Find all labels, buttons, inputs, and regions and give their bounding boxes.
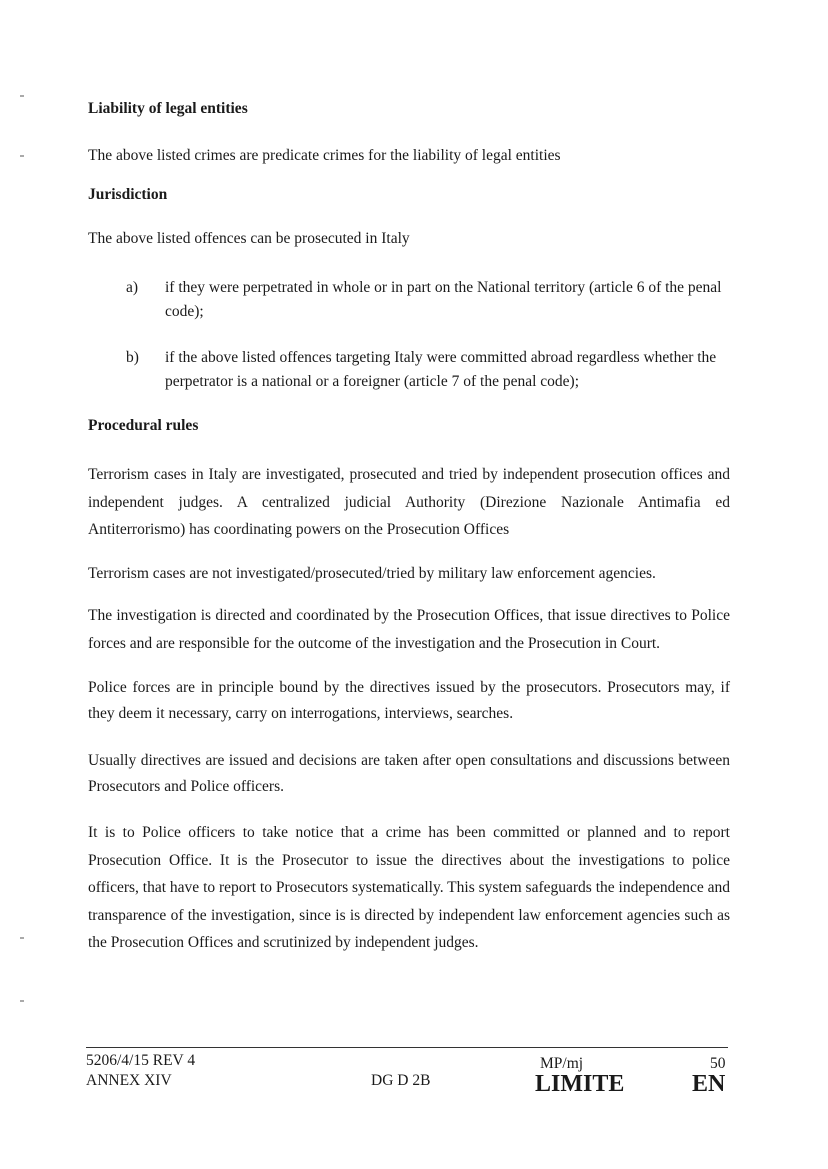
doc-reference: 5206/4/15 REV 4: [86, 1052, 196, 1069]
heading-jurisdiction: Jurisdiction: [88, 186, 168, 203]
scan-mark: [20, 95, 24, 97]
list-text: if the above listed offences targeting Italy were committed abroad regardless whether the perpetrator is a national or a foreigner (article 7 of the penal code);: [165, 349, 717, 390]
paragraph: It is to Police officers to take notice that a crime has been committed or planned and to report Prosecution Office. It is the Prosecutor to issue the directives about the investigations to police officers, that have to report to Prosecutors systematically. This system safeguards the independence and transparence of the investigation, since is is directed by independent law enforcement agencies such as the Prosecution Offices and scrutinized by independent judges.: [88, 824, 730, 951]
paragraph: Terrorism cases are not investigated/prosecuted/tried by military law enforcement agencies.: [88, 565, 656, 582]
paragraph: Terrorism cases in Italy are investigated, prosecuted and tried by independent prosecution offices and independent judges. A centralized judicial Authority (Direzione Nazionale Antimafia ed Antiterrorismo) has coordinating powers on the Prosecution Offices: [88, 466, 730, 538]
heading-procedural-rules: Procedural rules: [88, 417, 199, 434]
list-label: a): [126, 279, 139, 296]
dg-label: DG D 2B: [371, 1072, 431, 1089]
paragraph: Police forces are in principle bound by the directives issued by the prosecutors. Prosecutors may, if they deem it necessary, carry on interrogations, interviews, searches.: [88, 679, 730, 722]
scan-mark: [20, 155, 24, 157]
heading-liability: Liability of legal entities: [88, 100, 248, 117]
language-code: EN: [692, 1071, 726, 1097]
paragraph: The above listed offences can be prosecuted in Italy: [88, 230, 410, 247]
annex-label: ANNEX XIV: [86, 1072, 172, 1089]
scan-mark: [20, 1000, 24, 1002]
classification: LIMITE: [535, 1071, 625, 1097]
page-number: 50: [710, 1055, 726, 1072]
initials: MP/mj: [540, 1055, 584, 1072]
list-label: b): [126, 349, 139, 366]
scan-mark: [20, 937, 24, 939]
list-text: if they were perpetrated in whole or in part on the National territory (article 6 of the penal code);: [165, 279, 722, 320]
paragraph: Usually directives are issued and decisions are taken after open consultations and discussions between Prosecutors and Police officers.: [88, 752, 730, 795]
footer-rule: [86, 1047, 728, 1048]
paragraph: The investigation is directed and coordinated by the Prosecution Offices, that issue directives to Police forces and are responsible for the outcome of the investigation and the Prosecution in Court.: [88, 607, 730, 652]
paragraph: The above listed crimes are predicate crimes for the liability of legal entities: [88, 147, 561, 164]
